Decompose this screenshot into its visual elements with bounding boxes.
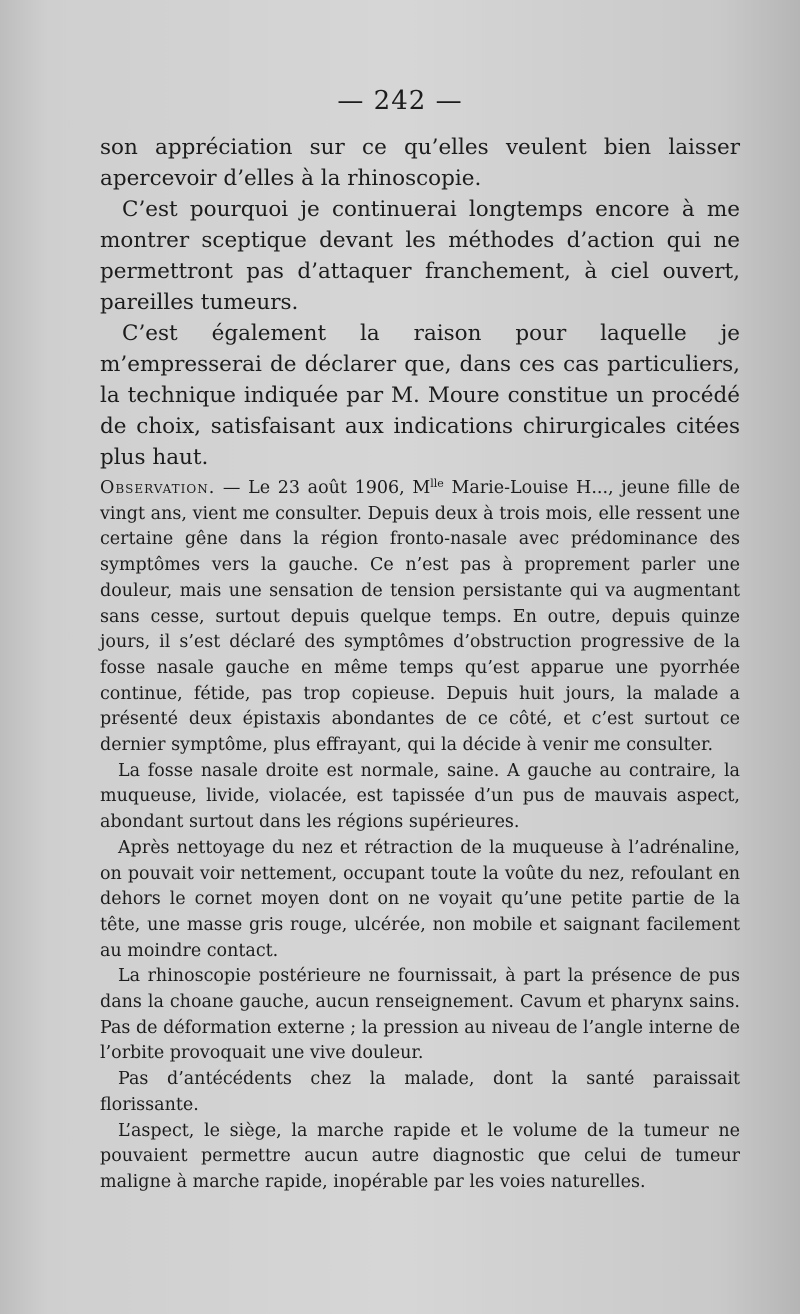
paragraph: C’est pourquoi je continuerai longtemps encore à me montrer sceptique devant les méthodes d’action qui ne permettront pas d’attaquer franchement, à ciel ouvert, pareilles tumeurs. (100, 197, 740, 315)
paragraph: C’est également la raison pour laquelle je m’empresserai de déclarer que, dans ces cas particuliers, la technique indiquée par M. Moure constitue un procédé de choix, satisfaisant aux indications chirurgicales citées plus haut. (100, 321, 740, 470)
observation-paragraph (100, 476, 740, 759)
observation-title-sup: lle (430, 477, 444, 490)
observation-text: Marie-Louise H..., jeune fille de vingt ans, vient me consulter. Depuis deux à trois mois, elle ressent une certaine gêne dans la région fronto-nasale avec prédominance des symptômes vers la gauche. Ce n’est pas à proprement parler une douleur, mais une sensation de tension persistante qui va augmentant sans cesse, surtout depuis quelque temps. En outre, depuis quinze jours, il s’est déclaré des symptômes d’obstruction progressive de la fosse nasale gauche en même temps qu’est apparue une pyorrhée continue, fétide, pas trop copieuse. Depuis huit jours, la malade a présenté deux épistaxis abondantes de ce côté, et c’est surtout ce dernier symptôme, plus effrayant, qui la décide à venir me consulter. (100, 478, 740, 756)
paragraph: La rhinoscopie postérieure ne fournissait, à part la présence de pus dans la choane gauche, aucun renseignement. Cavum et pharynx sains. Pas de déformation externe ; la pression au niveau de l’angle interne de l’orbite provoquait une vive douleur. (100, 966, 740, 1064)
paragraph-continuation: son appréciation sur ce qu’elles veulent bien laisser apercevoir d’elles à la rhinoscopie. (100, 135, 740, 191)
main-text (100, 132, 740, 473)
page-number: — 242 — (337, 86, 463, 116)
observation-lead: — Le 23 août 1906, M (215, 478, 431, 498)
paragraph: L’aspect, le siège, la marche rapide et le volume de la tumeur ne pouvaient permettre aucun autre diagnostic que celui de tumeur maligne à marche rapide, inopérable par les voies naturelles. (100, 1120, 740, 1192)
observation-section (100, 476, 740, 1196)
observation-heading: Observation. (100, 478, 216, 498)
paragraph: La fosse nasale droite est normale, saine. A gauche au contraire, la muqueuse, livide, violacée, est tapissée d’un pus de mauvais aspect, abondant surtout dans les régions supérieures. (100, 760, 740, 833)
paragraph: Après nettoyage du nez et rétraction de la muqueuse à l’adrénaline, on pouvait voir nettement, occupant toute la voûte du nez, refoulant en dehors le cornet moyen dont on ne voyait qu’une petite partie de la tête, une masse gris rouge, ulcérée, non mobile et saignant facilement au moindre contact. (100, 837, 740, 961)
paragraph: Pas d’antécédents chez la malade, dont la santé paraissait florissante. (100, 1069, 740, 1115)
